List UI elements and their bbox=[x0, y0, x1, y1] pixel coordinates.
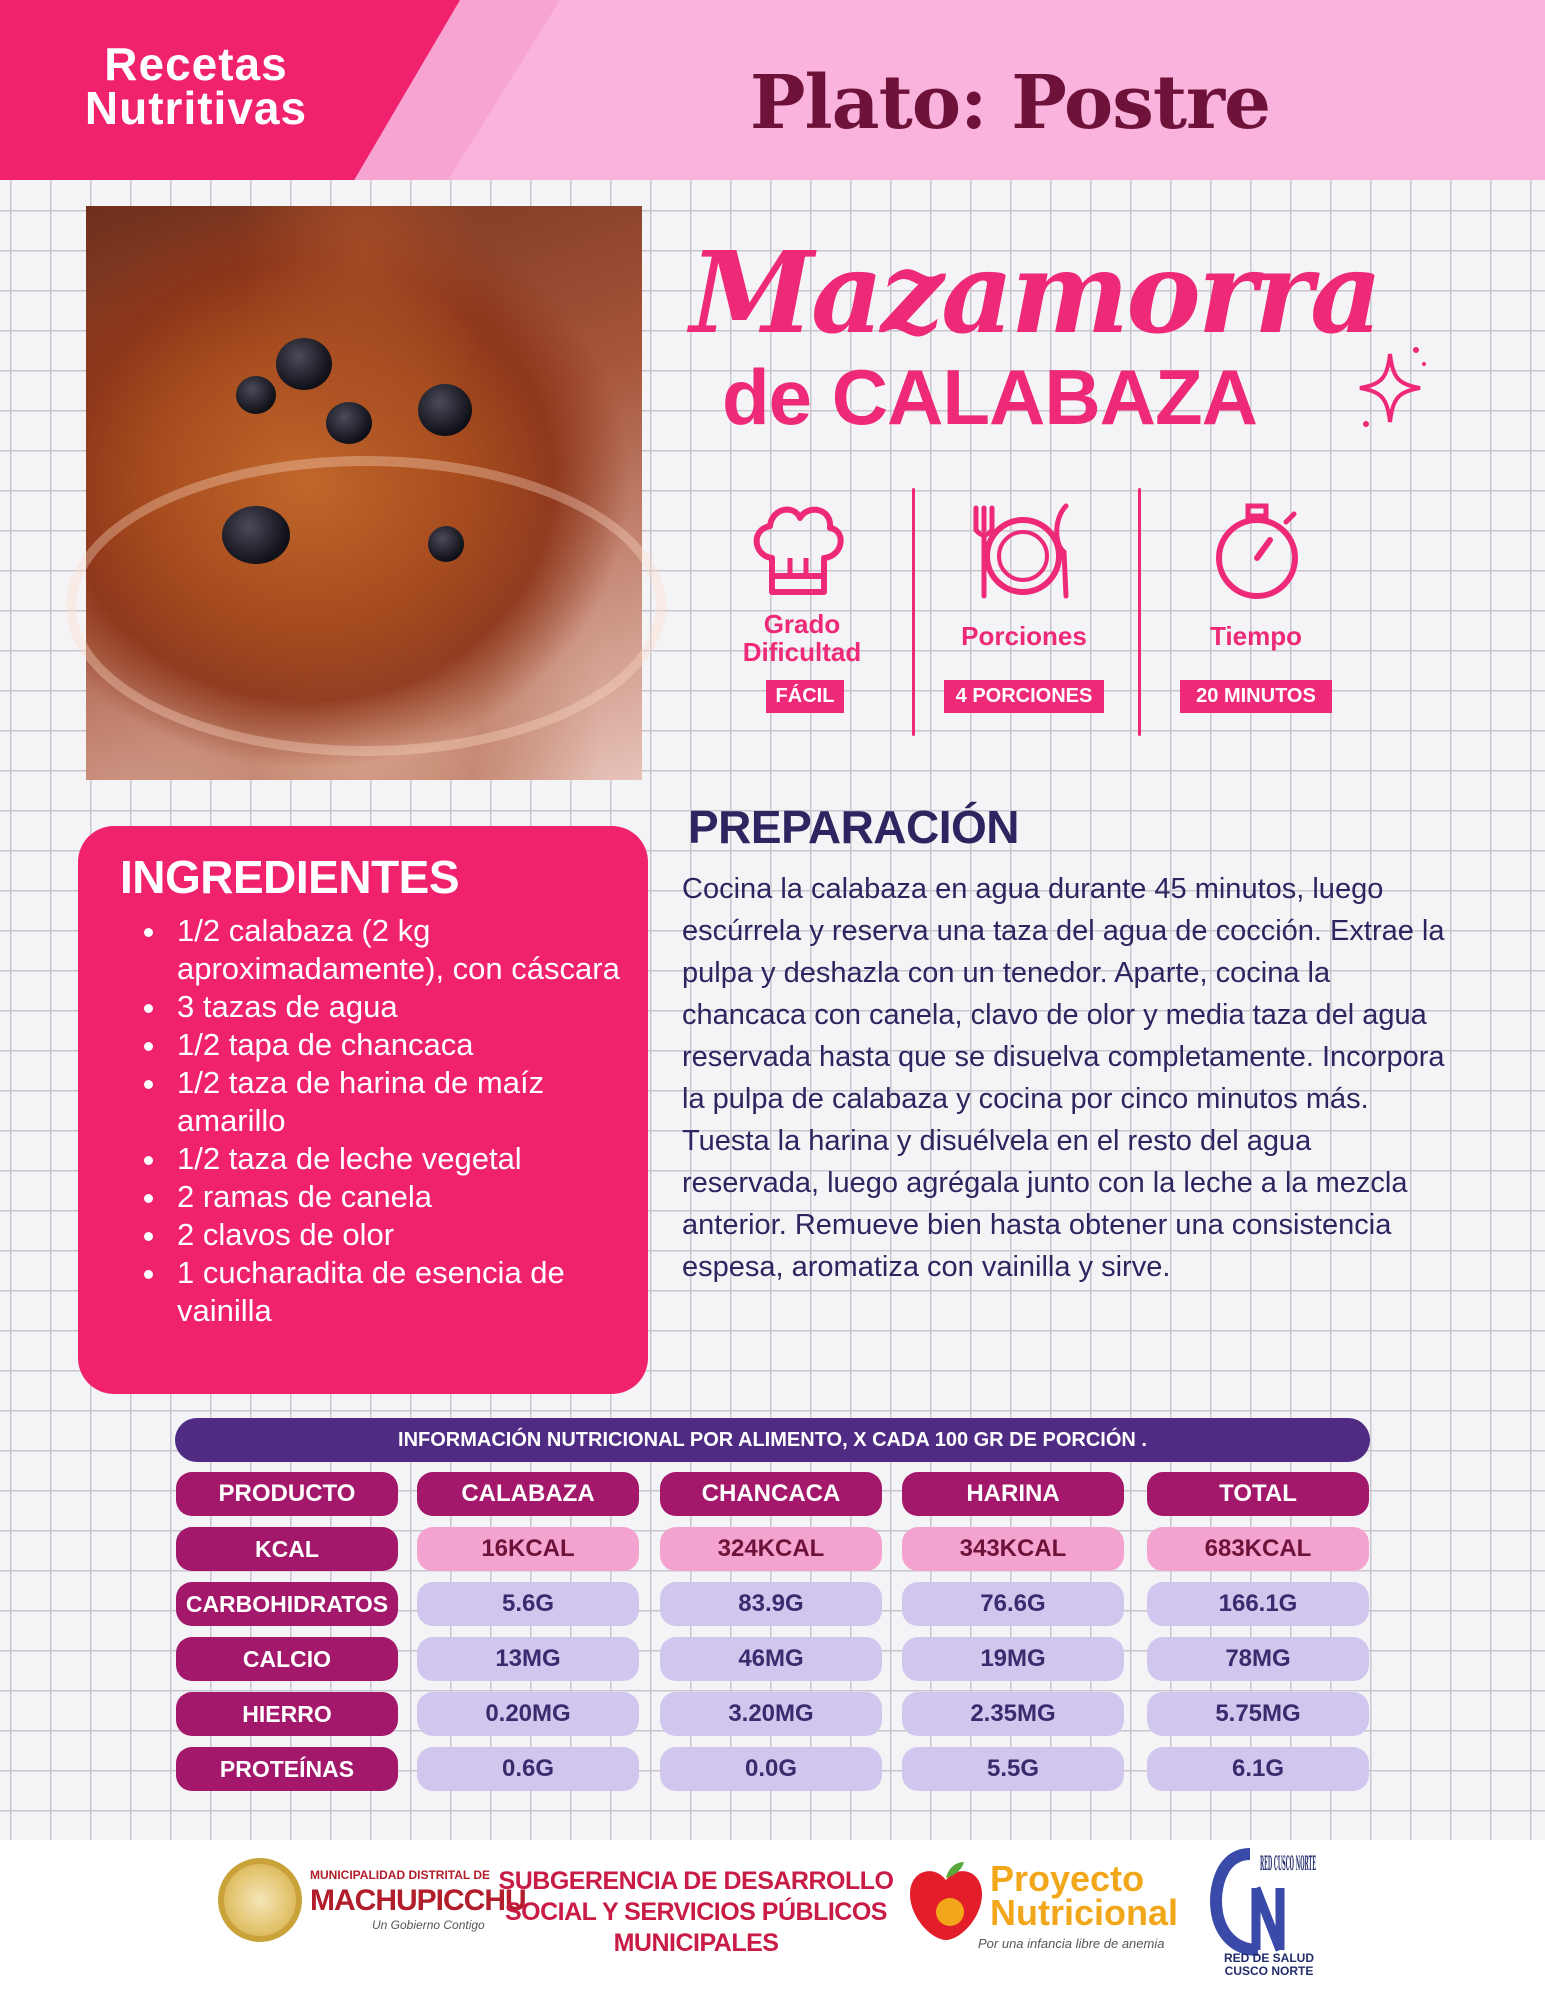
info-badge-time: 20 MINUTOS bbox=[1180, 680, 1332, 713]
table-cell: 6.1G bbox=[1147, 1747, 1369, 1791]
table-header-cell: TOTAL bbox=[1147, 1472, 1369, 1516]
ingredients-list bbox=[140, 912, 620, 1330]
table-cell: 343KCAL bbox=[902, 1527, 1124, 1571]
subgerencia-label: SUBGERENCIA DE DESARROLLO SOCIAL Y SERVICIOS PÚBLICOS MUNICIPALES bbox=[498, 1867, 894, 1957]
table-cell: 683KCAL bbox=[1147, 1527, 1369, 1571]
table-cell: 0.0G bbox=[660, 1747, 882, 1791]
apple-heart-icon bbox=[906, 1858, 986, 1944]
plato-title: Plato: Postre bbox=[749, 60, 1271, 146]
municipality-slogan: Un Gobierno Contigo bbox=[372, 1918, 485, 1932]
table-cell: 3.20MG bbox=[660, 1692, 882, 1736]
table-row-label: CALCIO bbox=[176, 1637, 398, 1681]
red-cusco-norte-label: RED DE SALUD CUSCO NORTE bbox=[1223, 1951, 1314, 1978]
ingredient-item: 2 clavos de olor bbox=[140, 1216, 620, 1254]
table-cell: 13MG bbox=[417, 1637, 639, 1681]
table-header-cell: PRODUCTO bbox=[176, 1472, 398, 1516]
sparkle-icon bbox=[1350, 340, 1430, 430]
preparation-text: Cocina la calabaza en agua durante 45 minutos, luego escúrrela y reserva una taza del agua de cocción. Extrae la pulpa y deshazla con un tenedor. Aparte, cocina la chancaca con canela, clavo de olor y media taza del agua reservada hasta que se disuelva completamente. Incorpora la pulpa de calabaza y cocina por cinco minutos más. Tuesta la harina y disuélvela en el resto del agua reservada, luego agrégala junto con la leche a la mezcla anterior. Remueve bien hasta obtener una consistencia espesa, aromatiza con vainilla y sirve. bbox=[682, 873, 1445, 1283]
chef-hat-icon bbox=[742, 496, 852, 606]
info-label-time: Tiempo bbox=[1210, 621, 1302, 651]
municipality-label: MUNICIPALIDAD DISTRITAL DE bbox=[310, 1868, 490, 1882]
dessert-photo bbox=[86, 206, 642, 780]
ingredient-item: 2 ramas de canela bbox=[140, 1178, 620, 1216]
municipality-seal-logo bbox=[218, 1858, 302, 1942]
table-cell: 166.1G bbox=[1147, 1582, 1369, 1626]
table-cell: 16KCAL bbox=[417, 1527, 639, 1571]
ingredient-item: 1 cucharadita de esencia de vainilla bbox=[140, 1254, 620, 1330]
brand-label: Recetas Nutritivas bbox=[84, 38, 308, 134]
ingredient-item: 1/2 tapa de chancaca bbox=[140, 1026, 620, 1064]
info-label-difficulty: Grado Dificultad bbox=[742, 609, 862, 667]
table-cell: 5.5G bbox=[902, 1747, 1124, 1791]
preparation-title: PREPARACIÓN bbox=[688, 801, 1020, 853]
info-divider bbox=[1138, 488, 1141, 736]
table-row-label: CARBOHIDRATOS bbox=[176, 1582, 398, 1626]
stopwatch-icon bbox=[1202, 496, 1312, 606]
info-badge-difficulty: FÁCIL bbox=[766, 680, 844, 713]
ingredients-title: INGREDIENTES bbox=[120, 851, 460, 903]
recipe-subtitle: de CALABAZA bbox=[722, 353, 1257, 441]
info-label-portions: Porciones bbox=[961, 621, 1087, 651]
table-cell: 83.9G bbox=[660, 1582, 882, 1626]
table-cell: 0.6G bbox=[417, 1747, 639, 1791]
plate-fork-knife-icon bbox=[968, 496, 1078, 606]
nutrition-header: INFORMACIÓN NUTRICIONAL POR ALIMENTO, X CADA 100 GR DE PORCIÓN . bbox=[175, 1418, 1370, 1462]
table-cell: 2.35MG bbox=[902, 1692, 1124, 1736]
info-badge-portions: 4 PORCIONES bbox=[944, 680, 1104, 713]
table-header-cell: CALABAZA bbox=[417, 1472, 639, 1516]
recipe-title: Mazamorra bbox=[690, 228, 1380, 359]
table-cell: 78MG bbox=[1147, 1637, 1369, 1681]
table-cell: 0.20MG bbox=[417, 1692, 639, 1736]
table-row-label: PROTEÍNAS bbox=[176, 1747, 398, 1791]
table-cell: 19MG bbox=[902, 1637, 1124, 1681]
info-divider bbox=[912, 488, 915, 736]
table-row-label: HIERRO bbox=[176, 1692, 398, 1736]
table-cell: 46MG bbox=[660, 1637, 882, 1681]
proyecto-nutricional-slogan: Por una infancia libre de anemia bbox=[978, 1936, 1165, 1951]
ingredient-item: 1/2 taza de harina de maíz amarillo bbox=[140, 1064, 620, 1140]
table-header-cell: CHANCACA bbox=[660, 1472, 882, 1516]
ingredient-item: 1/2 calabaza (2 kg aproximadamente), con cáscara bbox=[140, 912, 620, 988]
table-cell: 5.75MG bbox=[1147, 1692, 1369, 1736]
municipality-name: MACHUPICCHU bbox=[310, 1884, 526, 1917]
table-header-cell: HARINA bbox=[902, 1472, 1124, 1516]
table-cell: 76.6G bbox=[902, 1582, 1124, 1626]
table-row-label: KCAL bbox=[176, 1527, 398, 1571]
table-cell: 5.6G bbox=[417, 1582, 639, 1626]
proyecto-nutricional-name: Proyecto Nutricional bbox=[990, 1858, 1179, 1933]
svg-text:RED CUSCO NORTE: RED CUSCO NORTE bbox=[1260, 1851, 1316, 1875]
ingredient-item: 3 tazas de agua bbox=[140, 988, 620, 1026]
ingredient-item: 1/2 taza de leche vegetal bbox=[140, 1140, 620, 1178]
table-cell: 324KCAL bbox=[660, 1527, 882, 1571]
